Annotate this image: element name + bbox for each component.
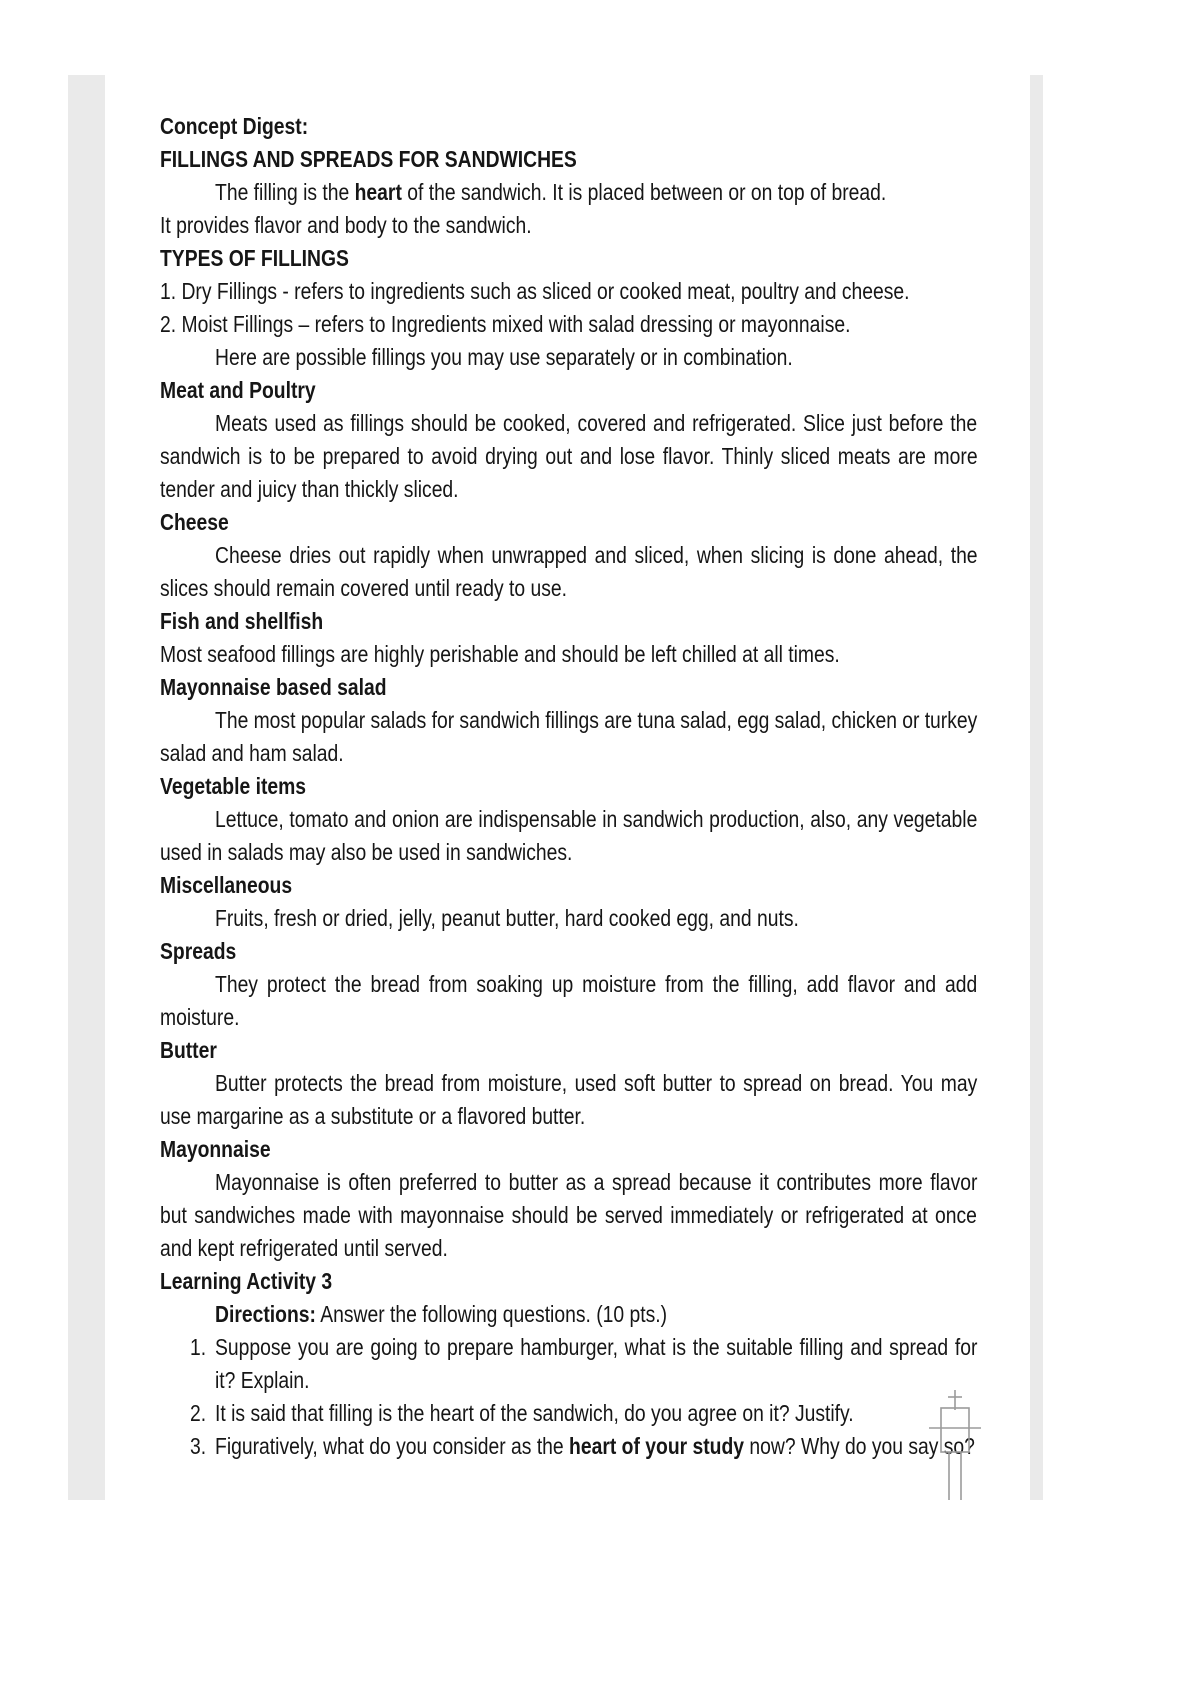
line-text: Butter — [160, 1037, 217, 1063]
text-block — [160, 275, 977, 308]
heading-mayonnaise — [160, 1133, 977, 1166]
line-text: FILLINGS AND SPREADS FOR SANDWICHES — [160, 146, 577, 172]
text-line — [160, 1001, 977, 1034]
text-line — [160, 638, 977, 671]
text-line — [160, 308, 977, 341]
text-line — [160, 275, 977, 308]
question-number: 3. — [189, 1433, 207, 1459]
line-text: and kept refrigerated until served. — [160, 1235, 448, 1261]
line-text: salad and ham salad. — [160, 740, 344, 766]
paragraph — [160, 539, 977, 605]
question-text-line — [160, 1430, 977, 1463]
line-text: it? Explain. — [215, 1367, 310, 1393]
line-text: moisture. — [160, 1004, 240, 1030]
emphasized-text: heart of your study — [569, 1433, 745, 1459]
line-text — [215, 1301, 667, 1327]
heading-cheese — [160, 506, 977, 539]
text-line — [160, 572, 977, 605]
line-text: Fruits, fresh or dried, jelly, peanut butter, hard cooked egg, and nuts. — [215, 905, 799, 931]
line-text: sandwich is to be prepared to avoid drying out and lose flavor. Thinly sliced meats are more — [160, 443, 978, 469]
question-number: 2. — [189, 1400, 207, 1426]
text-line — [160, 737, 977, 770]
text-segment: Figuratively, what do you consider as the — [215, 1433, 570, 1459]
line-text — [215, 1433, 975, 1459]
text-segment: The filling is the — [215, 179, 355, 205]
line-text: Mayonnaise is often preferred to butter as a spread because it contributes more flavor — [215, 1169, 978, 1195]
heading-text — [160, 374, 977, 407]
line-text: Mayonnaise based salad — [160, 674, 387, 700]
text-line — [160, 1232, 977, 1265]
text-line — [160, 803, 977, 836]
heading-text — [160, 935, 977, 968]
text-line — [160, 968, 977, 1001]
text-line — [160, 209, 977, 242]
paragraph — [160, 902, 977, 935]
text-line — [160, 407, 977, 440]
text-block — [160, 638, 977, 671]
text-line — [160, 539, 977, 572]
question-text-line — [160, 1364, 977, 1397]
line-text: It is said that filling is the heart of the sandwich, do you agree on it? Justify. — [215, 1400, 854, 1426]
heading-mayonnaise-based-salad — [160, 671, 977, 704]
heading-text — [160, 770, 977, 803]
paragraph — [160, 407, 977, 506]
question-list — [160, 1331, 977, 1463]
line-text: The most popular salads for sandwich fillings are tuna salad, egg salad, chicken or turkey — [215, 707, 978, 733]
text-line — [160, 1298, 977, 1331]
line-text: Spreads — [160, 938, 237, 964]
paragraph — [160, 176, 977, 209]
line-text: TYPES OF FILLINGS — [160, 245, 349, 271]
paragraph — [160, 341, 977, 374]
paragraph — [160, 704, 977, 770]
text-line — [160, 176, 977, 209]
line-text: It provides flavor and body to the sandwich. — [160, 212, 532, 238]
question-number: 1. — [189, 1334, 207, 1360]
text-line — [160, 473, 977, 506]
text-line — [160, 1100, 977, 1133]
heading-text — [160, 506, 977, 539]
line-text: Miscellaneous — [160, 872, 293, 898]
line-text: use margarine as a substitute or a flavored butter. — [160, 1103, 586, 1129]
heading-text — [160, 143, 977, 176]
heading-fish-and-shellfish — [160, 605, 977, 638]
heading-fillings-and-spreads-for-sandwiches — [160, 143, 977, 176]
heading-miscellaneous — [160, 869, 977, 902]
text-segment: of the sandwich. It is placed between or on top of bread. — [401, 179, 887, 205]
text-segment: Answer the following questions. (10 pts.) — [315, 1301, 668, 1327]
emphasized-text: heart — [354, 179, 402, 205]
question-item — [160, 1430, 977, 1463]
heading-text — [160, 605, 977, 638]
heading-text — [160, 110, 977, 143]
heading-butter — [160, 1034, 977, 1067]
text-line — [160, 1199, 977, 1232]
text-line — [160, 836, 977, 869]
heading-spreads — [160, 935, 977, 968]
line-text: They protect the bread from soaking up moisture from the filling, add flavor and add — [215, 971, 978, 997]
paragraph — [160, 1166, 977, 1265]
line-text: tender and juicy than thickly sliced. — [160, 476, 459, 502]
paragraph — [160, 968, 977, 1034]
text-line — [160, 1166, 977, 1199]
line-text: Cheese dries out rapidly when unwrapped and sliced, when slicing is done ahead, the — [215, 542, 978, 568]
line-text — [215, 179, 886, 205]
heading-text — [160, 1133, 977, 1166]
line-text: Meat and Poultry — [160, 377, 316, 403]
text-line — [160, 440, 977, 473]
text-block — [160, 209, 977, 242]
question-text-line — [160, 1331, 977, 1364]
line-text: Lettuce, tomato and onion are indispensable in sandwich production, also, any vegetable — [215, 806, 978, 832]
text-line — [160, 1067, 977, 1100]
line-text: Mayonnaise — [160, 1136, 271, 1162]
paragraph — [160, 1067, 977, 1133]
heading-concept-digest — [160, 110, 977, 143]
heading-text — [160, 869, 977, 902]
heading-text — [160, 242, 977, 275]
line-text: Here are possible fillings you may use separately or in combination. — [215, 344, 793, 370]
heading-learning-activity-3 — [160, 1265, 977, 1298]
line-text: Concept Digest: — [160, 113, 309, 139]
text-block — [160, 308, 977, 341]
line-text: Learning Activity 3 — [160, 1268, 333, 1294]
line-text: used in salads may also be used in sandwiches. — [160, 839, 573, 865]
heading-text — [160, 671, 977, 704]
line-text: 1. Dry Fillings - refers to ingredients such as sliced or cooked meat, poultry and cheese. — [160, 278, 910, 304]
line-text: slices should remain covered until ready to use. — [160, 575, 568, 601]
line-text: Meats used as fillings should be cooked, covered and refrigerated. Slice just before the — [215, 410, 978, 436]
question-item — [160, 1331, 977, 1397]
question-text-line — [160, 1397, 977, 1430]
question-item — [160, 1397, 977, 1430]
line-text: Fish and shellfish — [160, 608, 324, 634]
heading-text — [160, 1265, 977, 1298]
text-line — [160, 902, 977, 935]
cross-logo-icon — [928, 1388, 982, 1502]
text-segment: now? Why do you say so? — [744, 1433, 975, 1459]
line-text: Butter protects the bread from moisture, used soft butter to spread on bread. You may — [215, 1070, 978, 1096]
paragraph — [160, 803, 977, 869]
document-body — [160, 110, 977, 1463]
heading-vegetable-items — [160, 770, 977, 803]
line-text: Cheese — [160, 509, 229, 535]
paragraph — [160, 1298, 977, 1331]
text-line — [160, 704, 977, 737]
text-line — [160, 341, 977, 374]
heading-types-of-fillings — [160, 242, 977, 275]
heading-text — [160, 1034, 977, 1067]
line-text: Suppose you are going to prepare hamburger, what is the suitable filling and spread for — [215, 1334, 978, 1360]
emphasized-text: Directions: — [215, 1301, 316, 1327]
heading-meat-and-poultry — [160, 374, 977, 407]
line-text: 2. Moist Fillings – refers to Ingredients mixed with salad dressing or mayonnaise. — [160, 311, 851, 337]
line-text: but sandwiches made with mayonnaise should be served immediately or refrigerated at once — [160, 1202, 977, 1228]
line-text: Most seafood fillings are highly perishable and should be left chilled at all times. — [160, 641, 840, 667]
line-text: Vegetable items — [160, 773, 307, 799]
